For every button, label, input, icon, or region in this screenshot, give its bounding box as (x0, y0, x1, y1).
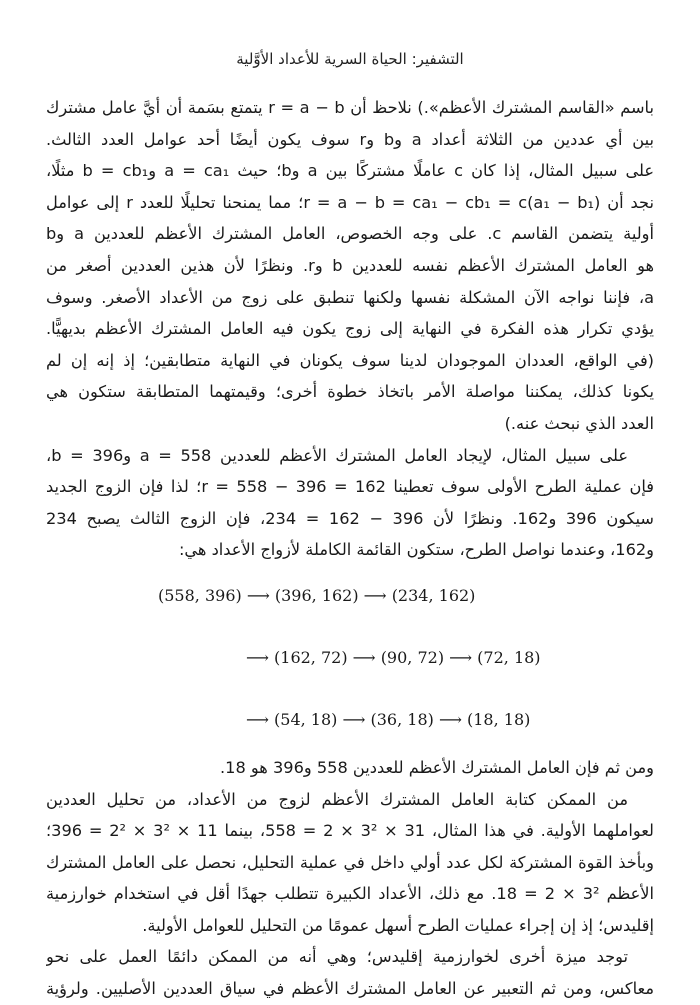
equation-block (46, 566, 654, 752)
text-line: لعواملهما الأولية. في هذا المثال، 31 × 3² × 2 = 558، بينما 11 × 3² × 2² = 396؛ (46, 821, 654, 841)
text-line: نجد أن (r = a − b = ca₁ − cb₁ = c(a₁ − b₁؛ مما يمنحنا تحليلًا للعدد r إلى عوامل (46, 192, 654, 212)
equation-row: (558, 396) ⟶ (396, 162) ⟶ (234, 162) (158, 585, 476, 605)
paragraph (46, 784, 654, 942)
text-line: من الممكن كتابة العامل المشترك الأعظم لزوج من الأعداد، من تحليل العددين (46, 789, 628, 809)
paragraph (46, 941, 654, 1004)
text-line: على سبيل المثال، إذا كان c عاملًا مشتركًا بين a وb؛ حيث a = ca₁ وb = cb₁ مثلًا، (46, 161, 654, 181)
text-line: إقليدس؛ إذ إن إجراء عمليات الطرح أسهل عمومًا من التحليل للعوامل الأولية. (142, 915, 654, 935)
page-body (46, 92, 654, 1005)
text-line: على سبيل المثال، لإيجاد العامل المشترك الأعظم للعددين a = 558 وb = 396، (46, 445, 629, 465)
text-line: بين أي عددين من الثلاثة أعداد a وb وr سوف يكون أيضًا أحد عوامل العدد الثالث. (46, 129, 654, 149)
equation-row: ⟶ (162, 72) ⟶ (90, 72) ⟶ (72, 18) (246, 647, 541, 667)
text-line: باسم «القاسم المشترك الأعظم».) نلاحظ أن r = a − b يتمتع بسَمة أن أيَّ عامل مشترك (46, 98, 654, 117)
text-line: توجد ميزة أخرى لخوارزمية إقليدس؛ وهي أنه من الممكن دائمًا العمل على نحو (46, 947, 628, 967)
text-line: معاكس، ومن ثم التعبير عن العامل المشترك الأعظم في سياق العددين الأصليين. ولرؤية (46, 979, 654, 999)
text-line: سيكون 396 و162. ونظرًا لأن 396 − 162 = 234، فإن الزوج الثالث يصبح 234 (46, 508, 654, 528)
paragraph (46, 752, 654, 784)
text-line: ومن ثم فإن العامل المشترك الأعظم للعددين 558 و396 هو 18. (220, 757, 654, 777)
text-line: فإن عملية الطرح الأولى سوف تعطينا r = 558 − 396 = 162؛ لذا فإن الزوج الجديد (46, 477, 654, 497)
text-line: وبأخذ القوة المشتركة لكل عدد أولي داخل في عملية التحليل، نحصل على العامل المشترك (46, 852, 654, 872)
paragraph (46, 92, 654, 440)
text-line: يؤدي تكرار هذه الفكرة في النهاية إلى زوج يكون فيه العامل المشترك الأعظم بديهيًّا. (46, 319, 654, 339)
equation-row: ⟶ (54, 18) ⟶ (36, 18) ⟶ (18, 18) (246, 709, 531, 729)
running-header: التشفير: الحياة السرية للأعداد الأوَّلية (236, 50, 464, 68)
text-line: و162، وعندما نواصل الطرح، ستكون القائمة الكاملة لأزواج الأعداد هي: (178, 540, 654, 560)
paragraph (46, 440, 654, 566)
text-line: العدد الذي نبحث عنه.) (504, 413, 654, 433)
text-line: a، فإننا نواجه الآن المشكلة نفسها ولكنها تنطبق على زوج من الأعداد الأصغر. وسوف (46, 287, 654, 307)
text-line: يكونا كذلك، يمكننا مواصلة الأمر باتخاذ خطوة أخرى؛ وقيمتهما المتطابقة ستكون هي (46, 382, 654, 402)
text-line: الأعظم 3² × 2 = 18. مع ذلك، الأعداد الكبيرة تتطلب جهدًا أقل في استخدام خوارزمية (46, 884, 654, 904)
text-line: أولية يتضمن القاسم c. على وجه الخصوص، العامل المشترك الأعظم للعددين a وb (46, 224, 654, 244)
book-page (46, 0, 654, 1000)
text-line: (في الواقع، العددان الموجودان لدينا سوف يكونان في النهاية متطابقين؛ إذ إنه إن لم (46, 350, 654, 370)
text-line: هو العامل المشترك الأعظم نفسه للعددين b وr. ونظرًا لأن هذين العددين أصغر من (46, 255, 654, 275)
